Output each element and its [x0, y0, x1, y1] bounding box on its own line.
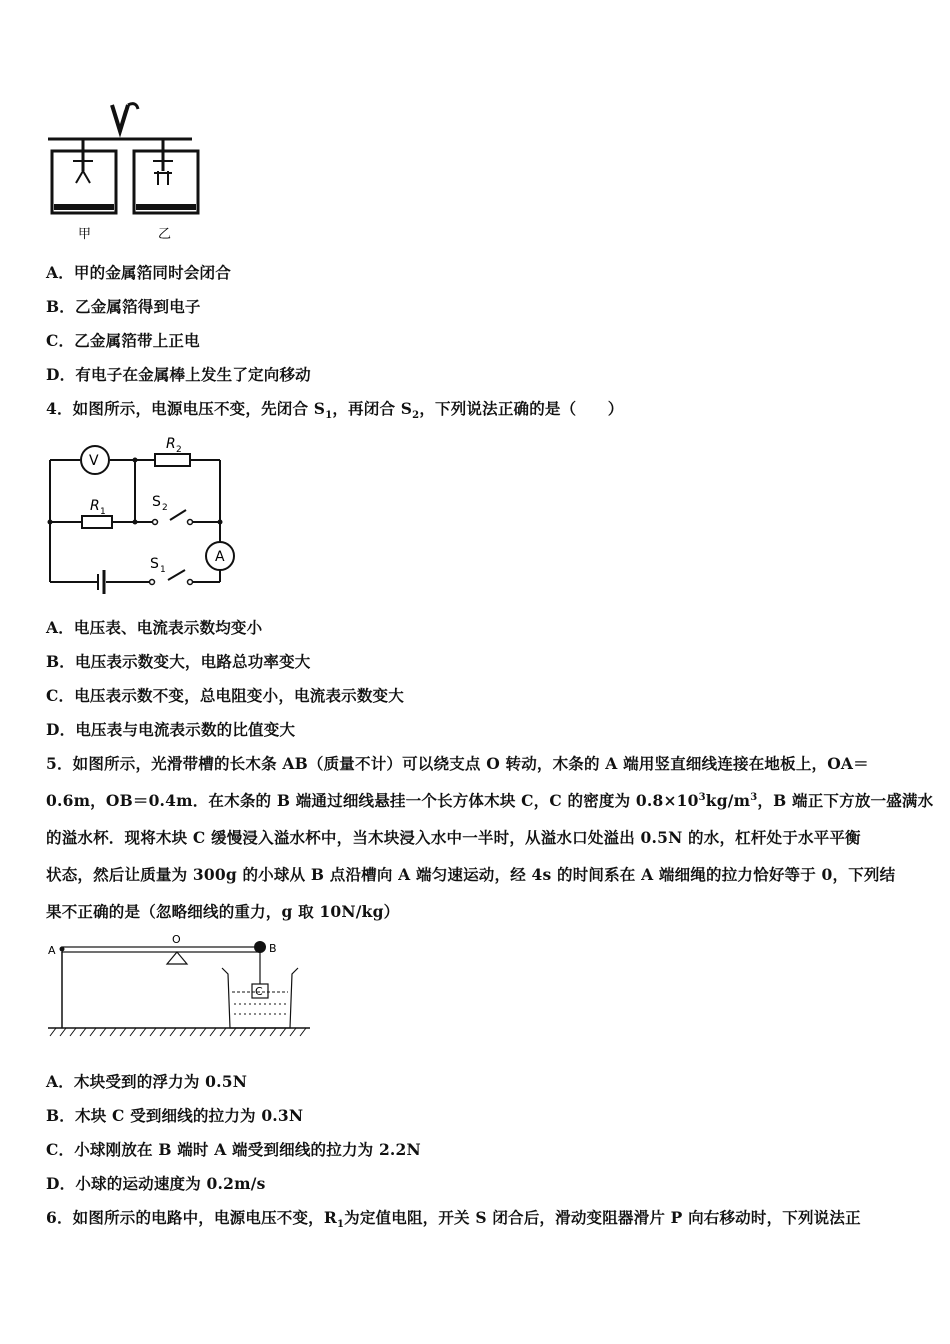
s1-label: S — [150, 556, 159, 572]
ammeter-label: A — [215, 549, 225, 565]
r1-sub: 1 — [100, 507, 106, 517]
r1-label: R — [90, 498, 100, 514]
q5-stem-line3: 的溢水杯．现将木块 C 缓慢浸入溢水杯中，当木块浸入水中一半时，从溢水口处溢出 0.5N 的水，杠杆处于水平平衡 — [46, 828, 861, 847]
q5-option-d: D．小球的运动速度为 0.2m/s — [46, 1174, 266, 1193]
lever-a-label: A — [48, 944, 56, 957]
q4-option-c: C．电压表示数不变，总电阻变小，电流表示数变大 — [46, 686, 404, 705]
q5-stem-line1: 5．如图所示，光滑带槽的长木条 AB（质量不计）可以绕支点 O 转动，木条的 A 端用竖直细线连接在地板上，OA＝ — [46, 754, 869, 773]
q5-stem-line5: 果不正确的是（忽略细线的重力，g 取 10N/kg） — [46, 902, 400, 921]
q5-stem-line4: 状态，然后让质量为 300g 的小球从 B 点沿槽向 A 端匀速运动，经 4s 的时间系在 A 端细绳的拉力恰好等于 0，下列结 — [46, 865, 896, 884]
lever-o-label: O — [172, 933, 181, 946]
block-c-label: C — [255, 985, 263, 998]
r2-sub: 2 — [176, 445, 182, 455]
q3-option-d: D．有电子在金属棒上发生了定向移动 — [46, 365, 311, 384]
voltmeter-label: V — [89, 453, 99, 469]
q5-stem-line2: 0.6m，OB＝0.4m．在木条的 B 端通过细线悬挂一个长方体木块 C，C 的密度为 $0.8\times 10^3kg/m^3$，B 端正下方放一盛满水 — [46, 791, 934, 810]
lever-figure — [40, 932, 320, 1042]
q4-option-d: D．电压表与电流表示数的比值变大 — [46, 720, 296, 739]
q5-option-b: B．木块 C 受到细线的拉力为 0.3N — [46, 1106, 304, 1125]
q4-option-b: B．电压表示数变大，电路总功率变大 — [46, 652, 311, 671]
label-jia: 甲 — [78, 227, 92, 242]
s1-sub: 1 — [160, 565, 166, 575]
label-yi: 乙 — [158, 227, 172, 242]
q3-option-a: A．甲的金属箔同时会闭合 — [46, 263, 231, 282]
lever-b-label: B — [269, 942, 277, 955]
q5-option-a: A．木块受到的浮力为 0.5N — [46, 1072, 248, 1091]
circuit-figure — [40, 430, 250, 600]
s2-sub: 2 — [162, 503, 168, 513]
q3-option-b: B．乙金属箔得到电子 — [46, 297, 201, 316]
electroscope-figure — [40, 95, 210, 245]
q5-option-c: C．小球刚放在 B 端时 A 端受到细线的拉力为 2.2N — [46, 1140, 421, 1159]
q6-stem: 6．如图所示的电路中，电源电压不变，$R_1$为定值电阻，开关 S 闭合后，滑动变阻器滑片 P 向右移动时，下列说法正 — [46, 1208, 861, 1231]
r2-label: R — [166, 436, 176, 452]
q4-stem: 4．如图所示，电源电压不变，先闭合 $S_1$，再闭合 $S_2$，下列说法正确的是（ ） — [46, 399, 624, 422]
q3-option-c: C．乙金属箔带上正电 — [46, 331, 200, 350]
s2-label: S — [152, 494, 161, 510]
q4-option-a: A．电压表、电流表示数均变小 — [46, 618, 263, 637]
